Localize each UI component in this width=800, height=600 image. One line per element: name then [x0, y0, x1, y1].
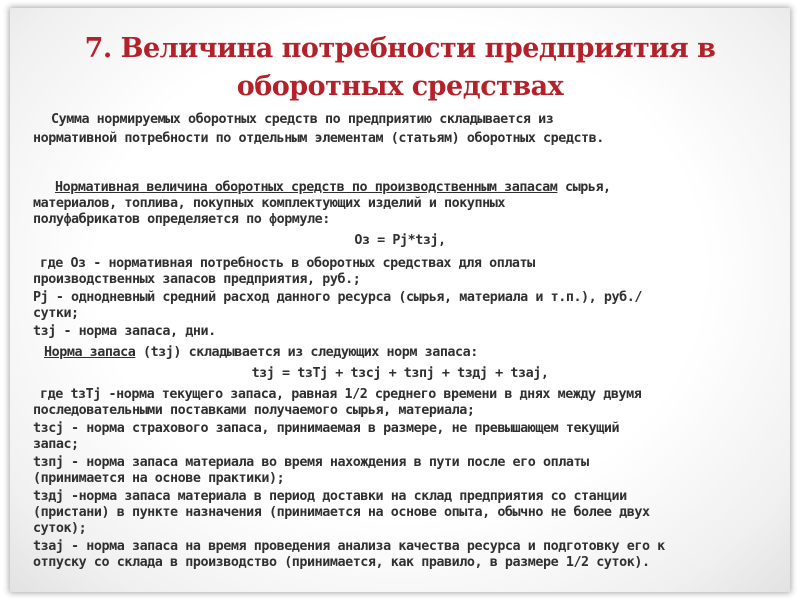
def-tzp-line-1: tзпj - норма запаса материала во время нахождения в пути после его оплаты: [33, 455, 589, 470]
def-tzc-line-2: запас;: [33, 437, 79, 452]
def-tza-line-1: tзaj - норма запаса на время проведения анализа качества ресурса и подготовку его к: [33, 539, 665, 554]
def-oz-line-1: где Оз - нормативная потребность в оборотных средствах для оплаты: [40, 256, 535, 271]
def-tzd-line-1: tздj -норма запаса материала в период доставки на склад предприятия со станции: [33, 489, 627, 504]
formula-tzj: tзj = tзTj + tзcj + tзпj + tздj + tзaj,: [251, 366, 549, 381]
para3-line: [44, 344, 478, 361]
def-pj-line-1: Pj - однодневный средний расход данного ресурса (сырья, материала и т.п.), руб./: [33, 290, 642, 305]
slide-title: [50, 30, 750, 106]
def-pj-line-2: сутки;: [33, 306, 79, 321]
def-tzd-line-3: суток);: [33, 521, 87, 536]
para2-line-1: [55, 179, 611, 196]
formula-oz: Оз = Pj*tзj,: [354, 233, 446, 248]
slide-title-line-1: 7. Величина потребности предприятия в: [84, 33, 716, 64]
def-tzt-line-1: где tзTj -норма текущего запаса, равная 1/2 среднего времени в днях между двумя: [40, 387, 642, 402]
intro-line-1: Сумма нормируемых оборотных средств по предприятию складывается из: [51, 112, 554, 127]
intro-line-2: нормативной потребности по отдельным элементам (статьям) оборотных средств.: [33, 131, 604, 146]
para3-rest: (tзj) складывается из следующих норм запаса:: [135, 345, 478, 360]
def-tzp-line-2: (принимается на основе практики);: [33, 471, 285, 486]
def-oz-line-2: производственных запасов предприятия, руб.;: [33, 272, 361, 287]
slide-title-line-2: оборотных средствах: [236, 71, 564, 102]
para2-line-1-rest: сырья,: [557, 180, 611, 195]
def-tzt-line-2: последовательными поставками получаемого сырья, материала;: [33, 403, 475, 418]
def-tza-line-2: отпуску со склада в производство (принимается, как правило, в размере 1/2 суток).: [33, 555, 650, 570]
para2-underlined-term: Нормативная величина оборотных средств по производственным запасам: [55, 180, 558, 195]
para2-line-3: полуфабрикатов определяется по формуле:: [33, 212, 330, 227]
para3-underlined-term: Норма запаса: [44, 345, 136, 360]
def-tzd-line-2: (пристани) в пункте назначения (принимается на основе опыта, обычно не более двух: [33, 505, 650, 520]
para2-line-2: материалов, топлива, покупных комплектующих изделий и покупных: [33, 196, 505, 211]
slide: [10, 8, 790, 592]
def-tzc-line-1: tзcj - норма страхового запаса, принимаемая в размере, не превышающем текущий: [33, 421, 620, 436]
def-tzj: tзj - норма запаса, дни.: [33, 324, 216, 339]
